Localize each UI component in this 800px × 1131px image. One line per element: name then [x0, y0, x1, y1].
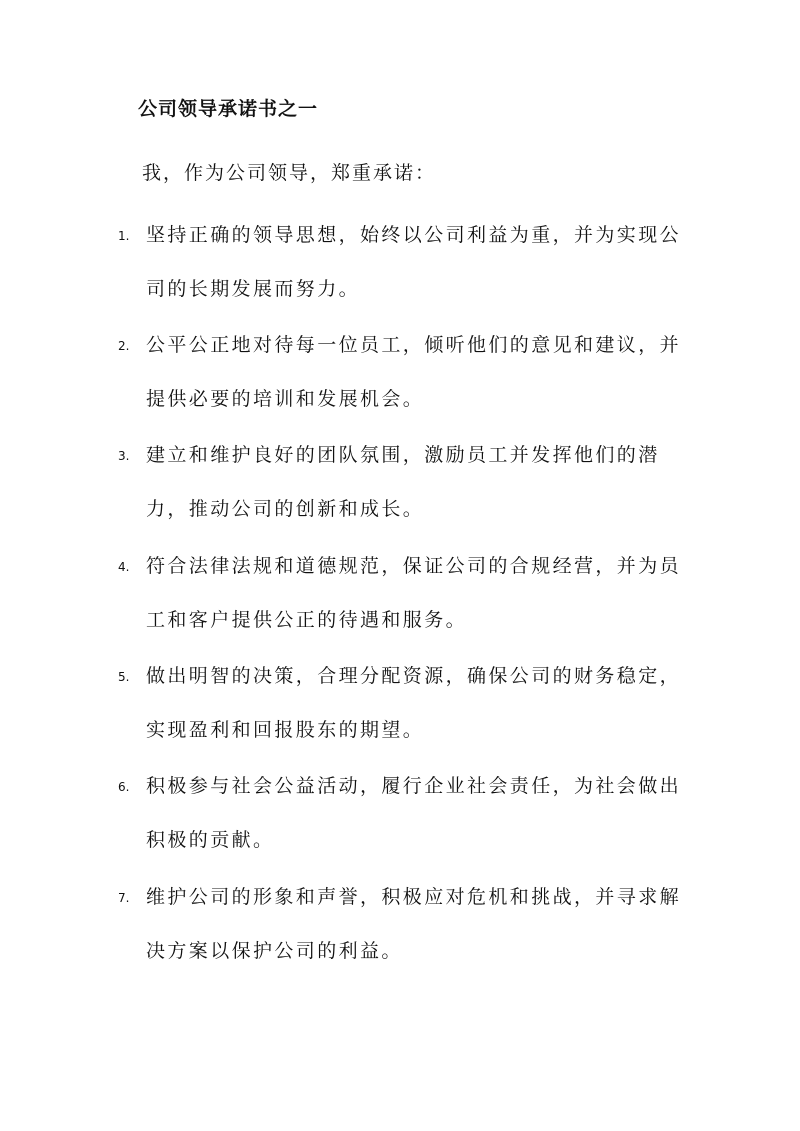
item-number: 6.: [118, 780, 130, 794]
item-text: 维护公司的形象和声誉，积极应对危机和挑战，并寻求解决方案以保护公司的利益。: [146, 886, 682, 962]
document-title: 公司领导承诺书之一: [138, 98, 319, 120]
item-number: 4.: [118, 560, 130, 574]
item-text: 做出明智的决策，合理分配资源，确保公司的财务稳定，实现盈利和回报股东的期望。: [146, 665, 682, 741]
item-number: 5.: [118, 670, 130, 684]
item-number: 2.: [118, 339, 130, 353]
item-text: 建立和维护良好的团队氛围，激励员工并发挥他们的潜力，推动公司的创新和成长。: [146, 444, 660, 520]
item-number: 1.: [118, 229, 130, 243]
item-text: 积极参与社会公益活动，履行企业社会责任，为社会做出积极的贡献。: [146, 775, 682, 851]
item-text: 公平公正地对待每一位员工，倾听他们的意见和建议，并提供必要的培训和发展机会。: [146, 334, 682, 410]
item-number: 7.: [118, 891, 130, 905]
item-number: 3.: [118, 449, 130, 463]
intro-paragraph: 我，作为公司领导，郑重承诺：: [142, 162, 437, 184]
item-text: 符合法律法规和道德规范，保证公司的合规经营，并为员工和客户提供公正的待遇和服务。: [146, 555, 682, 631]
item-text: 坚持正确的领导思想，始终以公司利益为重，并为实现公司的长期发展而努力。: [146, 224, 682, 300]
